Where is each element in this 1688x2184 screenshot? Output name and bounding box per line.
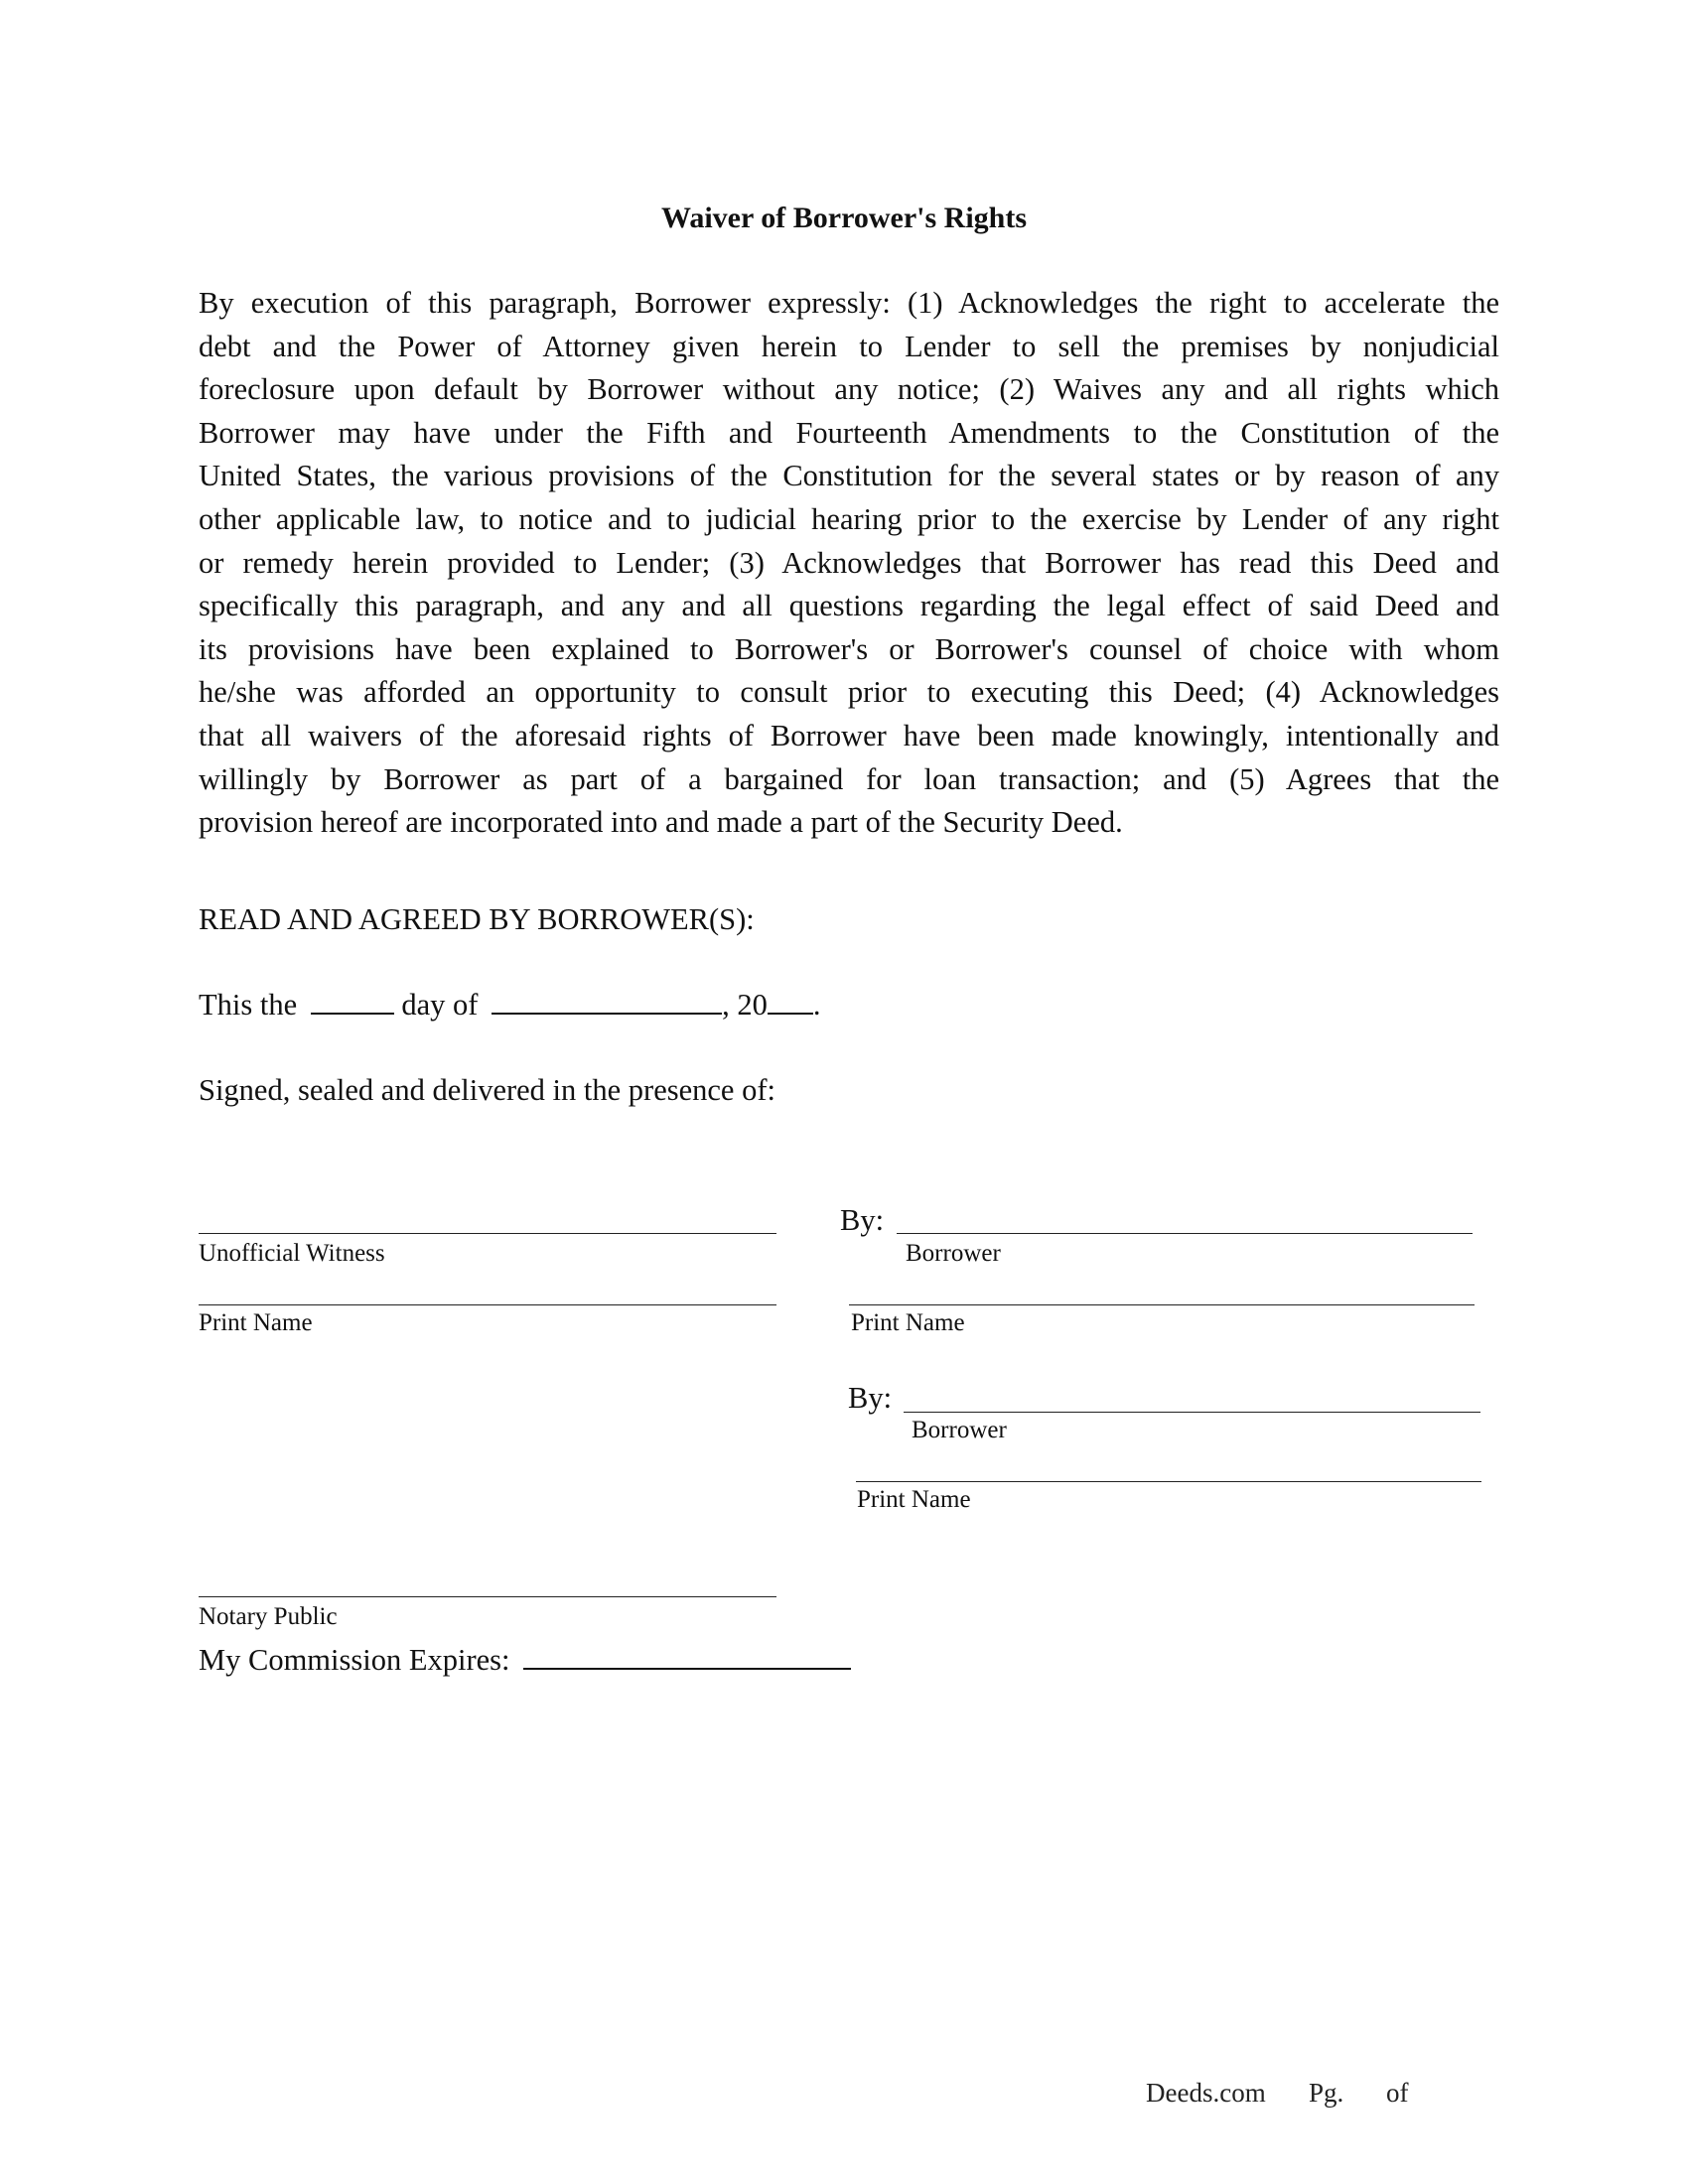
signed-sealed-line: Signed, sealed and delivered in the presence of:: [199, 1073, 775, 1107]
borrower-1-signature-line[interactable]: [897, 1233, 1473, 1234]
witness-print-name-line[interactable]: [199, 1304, 776, 1305]
paragraph-line: its provisions have been explained to Borrower's or Borrower's counsel of choice with whom: [199, 631, 1499, 666]
commission-expires-line: [199, 1638, 851, 1682]
paragraph-line: he/she was afforded an opportunity to consult prior to executing this Deed; (4) Acknowledges: [199, 675, 1499, 710]
day-of-text: day of: [401, 988, 479, 1022]
year-prefix: , 20: [722, 988, 768, 1022]
waiver-paragraph: [199, 282, 1499, 845]
commission-expires-label: My Commission Expires:: [199, 1643, 510, 1677]
date-line: [199, 983, 820, 1026]
witness-signature-line[interactable]: [199, 1233, 776, 1234]
paragraph-line: that all waivers of the aforesaid rights of Borrower have been made knowingly, intentionally and: [199, 718, 1499, 752]
commission-expires-blank[interactable]: [523, 1642, 851, 1670]
borrower-2-label: Borrower: [912, 1417, 1007, 1443]
paragraph-line: other applicable law, to notice and to judicial hearing prior to the exercise by Lender of any right: [199, 501, 1499, 536]
witness-label: Unofficial Witness: [199, 1240, 385, 1267]
witness-print-name-label: Print Name: [199, 1309, 313, 1336]
document-title: Waiver of Borrower's Rights: [660, 202, 1027, 234]
borrower-2-print-name-label: Print Name: [857, 1486, 971, 1513]
notary-signature-line[interactable]: [199, 1596, 776, 1597]
borrower-1-print-name-line[interactable]: [849, 1304, 1475, 1305]
notary-public-label: Notary Public: [199, 1603, 338, 1630]
footer-page-label: Pg.: [1309, 2078, 1344, 2108]
paragraph-line: specifically this paragraph, and any and all questions regarding the legal effect of said Deed and: [199, 589, 1499, 623]
paragraph-line: or remedy herein provided to Lender; (3) Acknowledges that Borrower has read this Deed and: [199, 545, 1499, 580]
paragraph-line: willingly by Borrower as part of a bargained for loan transaction; and (5) Agrees that the: [199, 761, 1499, 796]
month-blank[interactable]: [492, 987, 722, 1015]
paragraph-line: provision hereof are incorporated into and made a part of the Security Deed.: [199, 805, 1123, 840]
day-blank[interactable]: [311, 987, 394, 1015]
year-blank[interactable]: [768, 987, 813, 1015]
date-prefix: This the: [199, 988, 298, 1022]
by-label-2: By:: [848, 1381, 893, 1415]
footer-of-label: of: [1386, 2078, 1409, 2108]
date-suffix: .: [812, 988, 821, 1022]
footer-site: Deeds.com: [1146, 2078, 1266, 2108]
borrower-1-print-name-label: Print Name: [851, 1309, 965, 1336]
paragraph-line: United States, the various provisions of the Constitution for the several states or by reason of any: [199, 459, 1499, 493]
paragraph-line: foreclosure upon default by Borrower without any notice; (2) Waives any and all rights which: [199, 372, 1499, 407]
paragraph-line: By execution of this paragraph, Borrower expressly: (1) Acknowledges the right to accelerate the: [199, 286, 1499, 320]
paragraph-line: debt and the Power of Attorney given herein to Lender to sell the premises by nonjudicial: [199, 329, 1499, 363]
borrower-2-signature-line[interactable]: [904, 1412, 1480, 1413]
borrower-2-print-name-line[interactable]: [856, 1481, 1481, 1482]
read-agreed-heading: READ AND AGREED BY BORROWER(S):: [199, 902, 755, 936]
paragraph-line: Borrower may have under the Fifth and Fourteenth Amendments to the Constitution of the: [199, 415, 1499, 450]
borrower-1-label: Borrower: [906, 1240, 1001, 1267]
by-label-1: By:: [840, 1203, 885, 1237]
